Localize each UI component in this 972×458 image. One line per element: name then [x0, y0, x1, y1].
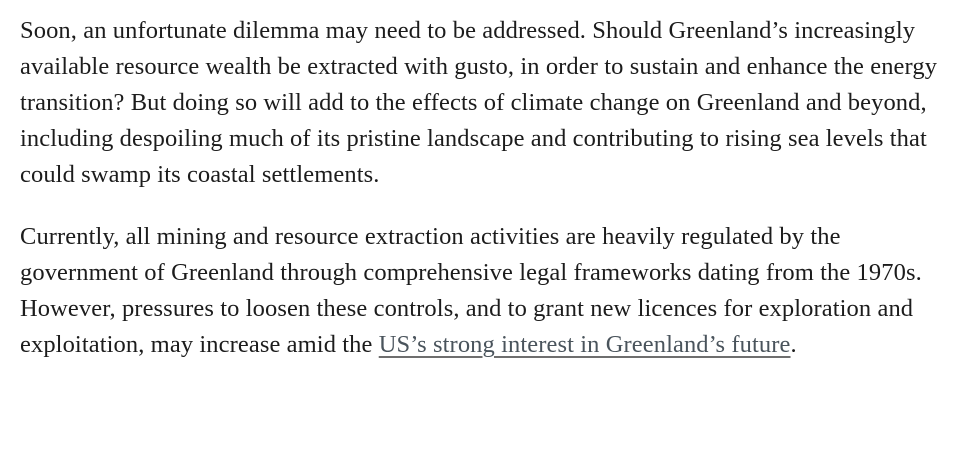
paragraph-dilemma: Soon, an unfortunate dilemma may need to be addressed. Should Greenland’s increasingly available resource wealth be extracted with gusto, in order to sustain and enhance the energy transition? But doing so will add to the effects of climate change on Greenland and beyond, including despoiling much of its pristine landscape and contributing to rising sea levels that could swamp its coastal settlements.: [20, 17, 938, 188]
paragraph-text-before-link: Currently, all mining and resource extraction activities are heavily regulated by the government of Greenland through comprehensive legal frameworks dating from the 1970s. However, pressures to loosen these controls, and to grant new licences for exploration and exploitation, may increase amid the: [20, 223, 922, 358]
us-interest-greenland-link[interactable]: US’s strong interest in Greenland’s future: [378, 331, 791, 358]
paragraph-regulation: [20, 219, 946, 363]
paragraph-text-after-link: .: [790, 331, 797, 358]
